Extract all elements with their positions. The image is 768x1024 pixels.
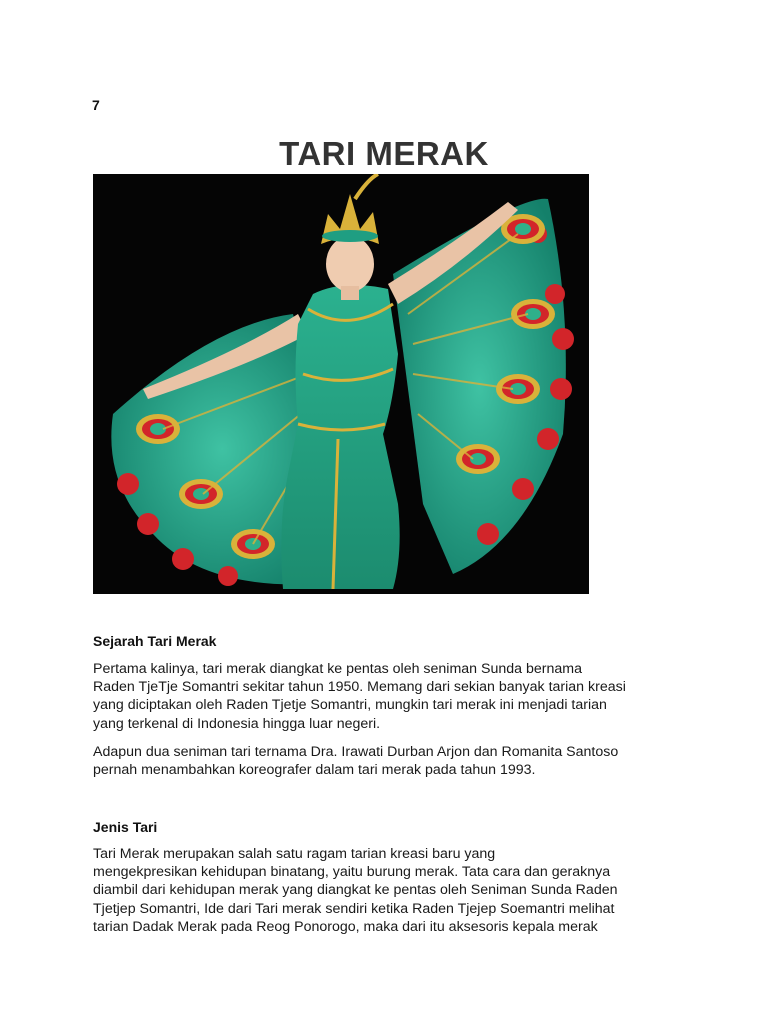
section-heading-dance-type: Jenis Tari [93,819,158,835]
dancer-photo [93,174,589,594]
paragraph: Adapun dua seniman tari ternama Dra. Irawati Durban Arjon dan Romanita Santoso pernah menambahkan koreografer dalam tari merak pada tahun 1993. [93,744,619,779]
dancer-head [326,236,374,292]
costume-body [281,285,399,589]
page-title: TARI MERAK [279,135,489,172]
paragraph: Pertama kalinya, tari merak diangkat ke pentas oleh seniman Sunda bernama Raden TjeTje Somantri sekitar tahun 1950. Memang dari sekian banyak tarian kreasi yang diciptakan oleh Raden Tjetje Somantri, mungkin tari merak ini menjadi tarian yang terkenal di Indonesia hingga luar negeri. [93,661,626,732]
page-number: 7 [92,97,100,113]
paragraph: Tari Merak merupakan salah satu ragam tarian kreasi baru yang mengekpresikan kehidupan binatang, yaitu burung merak. Tata cara dan geraknya diambil dari kehidupan merak yang diangkat ke pentas oleh Seniman Sunda Raden Tjetjep Somantri, Ide dari Tari merak sendiri ketika Raden Tjejep Soemantri melihat tarian Dadak Merak pada Reog Ponorogo, maka dari itu aksesoris kepala merak [93,846,618,935]
section-heading-history: Sejarah Tari Merak [93,633,217,649]
